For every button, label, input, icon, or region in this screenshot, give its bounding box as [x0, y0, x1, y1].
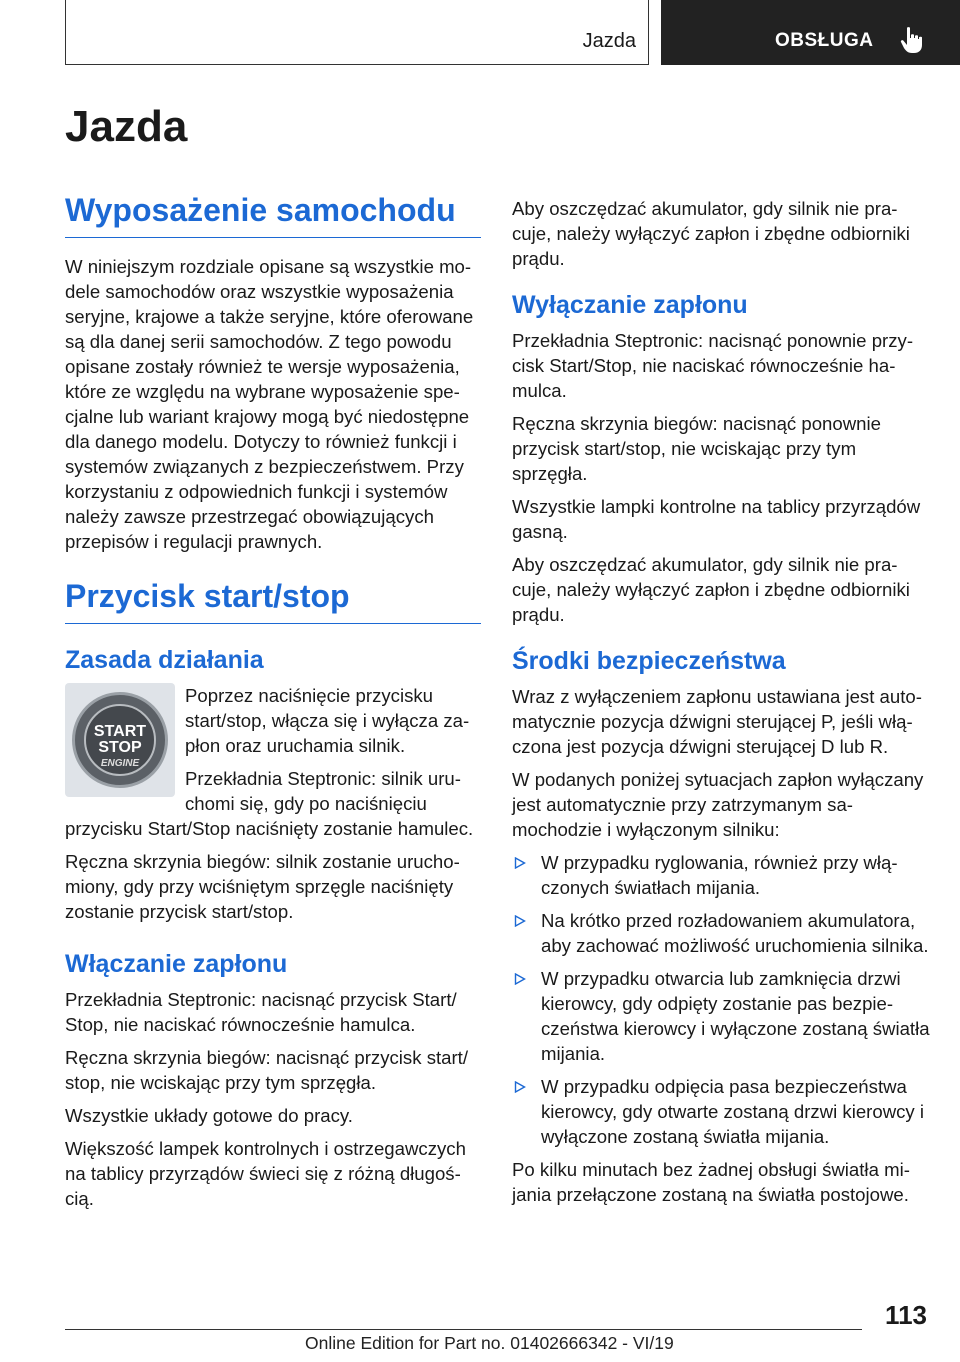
start-stop-button-image — [65, 683, 175, 797]
triangle-bullet-icon — [514, 1081, 526, 1093]
paragraph-battery-2: Aby oszczędzać akumulator, gdy silnik nie pracuje, należy wyłączyć zapłon i zbędne odbiorniki prądu. — [512, 554, 910, 625]
header-title-box — [65, 0, 649, 65]
left-column — [65, 192, 481, 1219]
list-item-text: W przypadku otwarcia lub zamknięcia drzwi kierowcy, gdy odpięty zostanie pas bezpieczeństwa kierowcy i wyłączone zostaną światła mijania. — [541, 968, 930, 1064]
right-column — [512, 196, 930, 1215]
paragraph-off-steptronic: Przekładnia Steptronic: nacisnąć ponownie przycisk Start/Stop, nie naciskać równocześnie hamulca. — [512, 330, 914, 401]
triangle-bullet-icon — [514, 915, 526, 927]
paragraph-off-manual: Ręczna skrzynia biegów: nacisnąć ponownie przycisk start/stop, nie wciskając przy tym sprzęgła. — [512, 413, 881, 484]
list-item-text: Na krótko przed rozładowaniem akumulatora, aby zachować możliwość uruchomienia silnika. — [541, 910, 929, 956]
header-title: Jazda — [582, 30, 636, 52]
triangle-bullet-icon — [514, 857, 526, 869]
header-section-tab[interactable] — [661, 0, 960, 65]
paragraph-safety-1: Wraz z wyłączeniem zapłonu ustawiana jest automatycznie pozycja dźwigni sterującej P, jeśli włączona jest pozycja dźwigni sterującej D lub R. — [512, 686, 922, 757]
heading-equipment: Wyposażenie samochodu — [65, 192, 481, 238]
heading-ignition-off: Wyłączanie zapłonu — [512, 291, 748, 319]
paragraph-equipment: W niniejszym rozdziale opisane są wszystkie modele samochodów oraz wszystkie wyposażenia seryjne, krajowe a także seryjne, które oferowane są dla danej serii samochodów. Z tego powodu opisane zostały również te wersje wyposażenia, które ze względu na wybrane wyposażenie specjalne lub wariant krajowy mogą być niedostępne dla danego modelu. Dotyczy to również funkcji i systemów związanych z bezpieczeństwem. Przy korzystaniu z odpowiednich funkcji i systemów należy zawsze przestrzegać obowiązujących przepisów i regulacji prawnych. — [65, 256, 474, 552]
list-item — [512, 850, 930, 900]
list-item-text: W przypadku ryglowania, również przy włączonych światłach mijania. — [541, 852, 898, 898]
page-title: Jazda — [65, 102, 188, 151]
stop-label: STOP — [98, 739, 142, 756]
paragraph-battery-1: Aby oszczędzać akumulator, gdy silnik nie pracuje, należy wyłączyć zapłon i zbędne odbiorniki prądu. — [512, 198, 910, 269]
paragraph-parking: Po kilku minutach bez żadnej obsługi światła mijania przełączone zostaną na światła postojowe. — [512, 1159, 910, 1205]
safety-bullet-list — [512, 850, 930, 1149]
engine-label: ENGINE — [100, 758, 140, 769]
hand-pointer-icon — [899, 26, 925, 54]
paragraph-safety-2: W podanych poniżej sytuacjach zapłon wyłączany jest automatycznie przy zatrzymanym samochodzie i wyłączonym silniku: — [512, 769, 924, 840]
start-label: START — [93, 723, 147, 740]
footer-divider — [65, 1329, 862, 1330]
start-stop-button-face — [84, 704, 156, 776]
heading-principle: Zasada działania — [65, 646, 264, 674]
heading-safety: Środki bezpieczeństwa — [512, 647, 786, 675]
page-number: 113 — [885, 1300, 927, 1330]
list-item-text: W przypadku odpięcia pasa bezpieczeństwa kierowcy, gdy otwarte zostaną drzwi kierowcy i wyłączone zostaną światła mijania. — [541, 1076, 925, 1147]
paragraph-steptronic-start: Przekładnia Steptronic: silnik uruchomi się, gdy po naciśnięciu przycisku Start/Stop naciśnięty zostanie hamulec. — [65, 768, 474, 839]
paragraph-on-ready: Wszystkie układy gotowe do pracy. — [65, 1105, 353, 1126]
paragraph-principle: Poprzez naciśnięcie przycisku start/stop, włącza się i wyłącza zapłon oraz uruchamia silnik. — [185, 685, 470, 756]
start-stop-button-ring — [72, 692, 168, 788]
list-item — [512, 1074, 930, 1149]
paragraph-on-steptronic: Przekładnia Steptronic: nacisnąć przycisk Start/ Stop, nie naciskać równocześnie hamulca. — [65, 989, 457, 1035]
heading-start-stop-button: Przycisk start/stop — [65, 578, 481, 624]
paragraph-on-manual: Ręczna skrzynia biegów: nacisnąć przycisk start/ stop, nie wciskając przy tym sprzęgła. — [65, 1047, 469, 1093]
list-item — [512, 908, 930, 958]
paragraph-off-lamps: Wszystkie lampki kontrolne na tablicy przyrządów gasną. — [512, 496, 921, 542]
triangle-bullet-icon — [514, 973, 526, 985]
header-section-label: OBSŁUGA — [775, 30, 874, 51]
footer-edition: Online Edition for Part no. 01402666342 - VI/19 — [305, 1333, 674, 1353]
heading-ignition-on: Włączanie zapłonu — [65, 950, 288, 978]
list-item — [512, 966, 930, 1066]
paragraph-manual-start: Ręczna skrzynia biegów: silnik zostanie uruchomiony, gdy przy wciśniętym sprzęgle naciśnięty zostanie przycisk start/stop. — [65, 851, 460, 922]
paragraph-on-lamps: Większość lampek kontrolnych i ostrzegawczych na tablicy przyrządów świeci się z różną długością. — [65, 1138, 466, 1209]
